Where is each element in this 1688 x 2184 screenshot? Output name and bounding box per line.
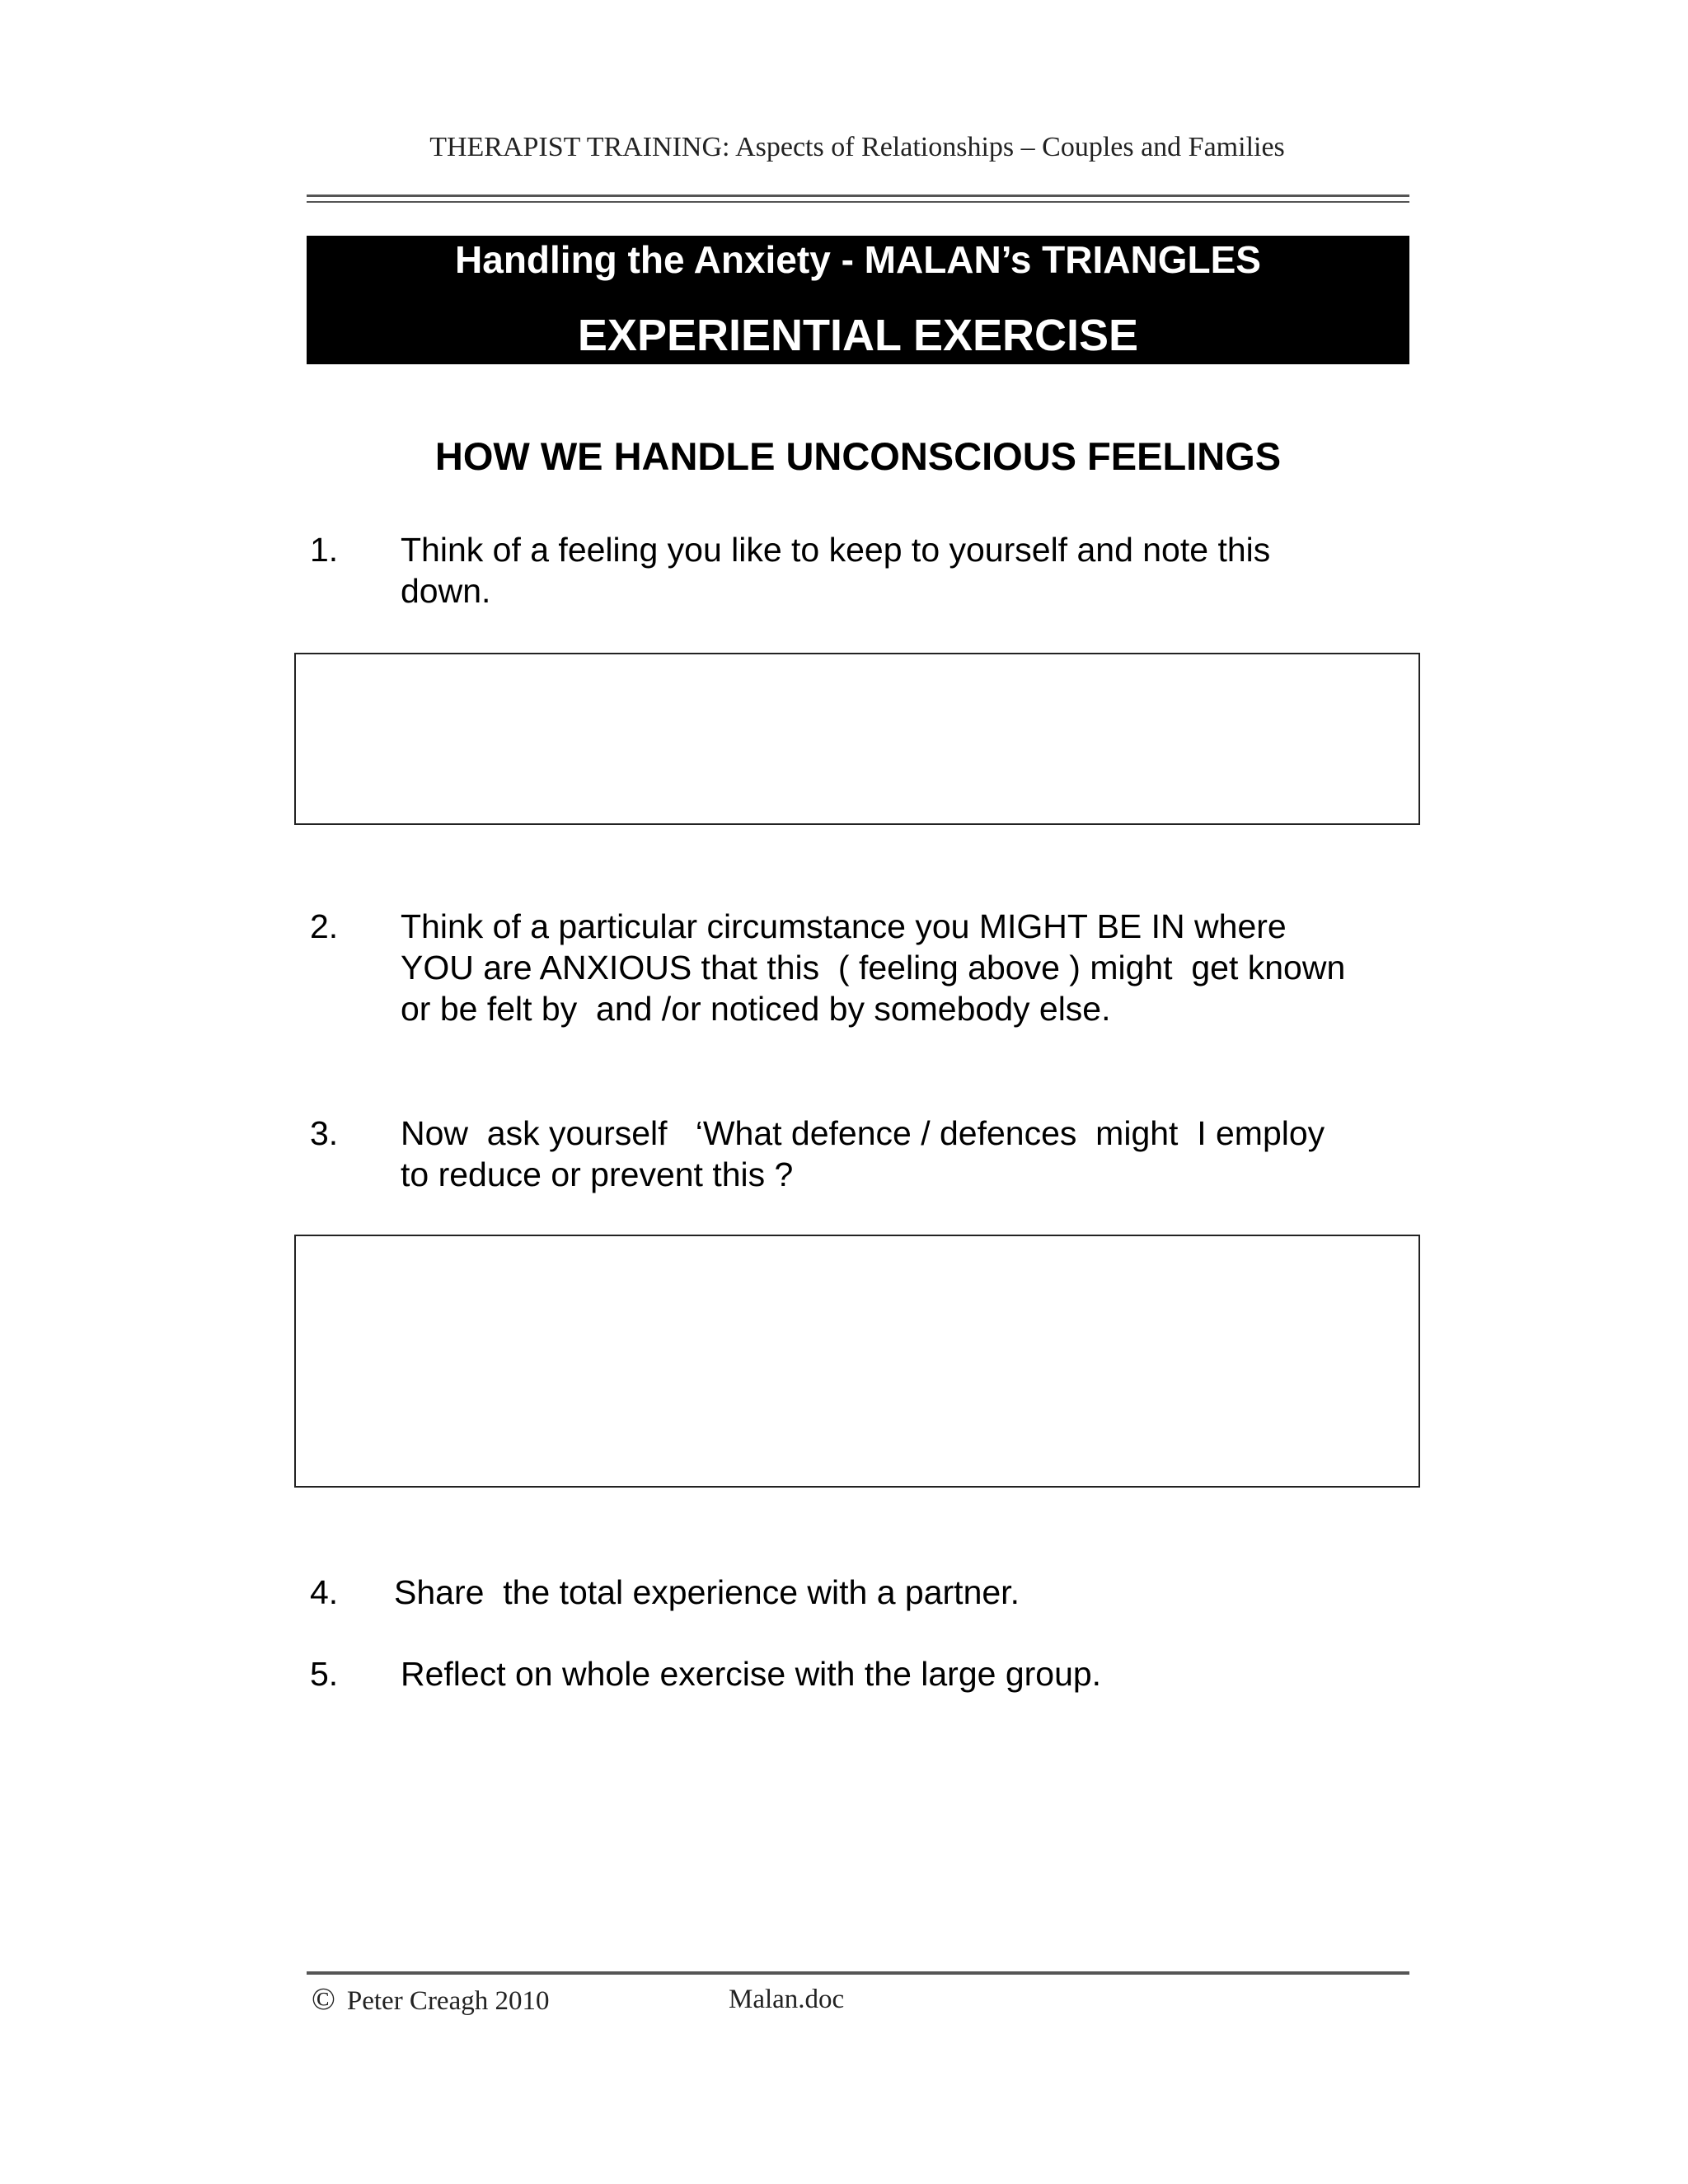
item-text: Reflect on whole exercise with the large group.: [401, 1655, 1102, 1693]
item-text: Think of a particular circumstance you MIGHT BE IN where YOU are ANXIOUS that this ( feeling above ) might get known or be felt by and /or noticed by somebody else.: [401, 907, 1346, 1028]
list-item-5: [310, 1653, 1414, 1699]
footer-rule: [307, 1971, 1409, 1975]
answer-box-defences[interactable]: [294, 1235, 1420, 1488]
footer-filename: Malan.doc: [729, 1985, 845, 2014]
list-item-4: [310, 1572, 1414, 1617]
copyright-text: Peter Creagh 2010: [346, 1986, 550, 2016]
item-text: Think of a feeling you like to keep to yourself and note this down.: [401, 531, 1271, 610]
header-rule: [307, 194, 1409, 197]
section-title: HOW WE HANDLE UNCONSCIOUS FEELINGS: [434, 434, 1282, 478]
list-item-1: [310, 529, 1414, 620]
item-number: 5.: [310, 1655, 339, 1693]
item-number: 3.: [310, 1114, 339, 1152]
item-number: 4.: [310, 1573, 339, 1611]
document-header: THERAPIST TRAINING: Aspects of Relationships – Couples and Families: [429, 132, 1285, 162]
answer-box-feeling[interactable]: [294, 653, 1420, 825]
banner-subtitle: EXPERIENTIAL EXERCISE: [577, 311, 1139, 360]
item-text: Share the total experience with a partner.: [394, 1573, 1020, 1611]
item-number: 1.: [310, 531, 339, 569]
list-item-3: [310, 1113, 1414, 1203]
item-text: Now ask yourself ‘What defence / defences might I employ to reduce or prevent this ?: [401, 1114, 1325, 1193]
item-number: 2.: [310, 907, 339, 945]
banner-title: Handling the Anxiety - MALAN’s TRIANGLES: [455, 238, 1261, 281]
list-item-2: [310, 906, 1414, 1038]
title-banner: [307, 236, 1409, 364]
copyright-icon: ©: [312, 1982, 335, 2017]
footer-copyright: [312, 1981, 549, 2019]
header-rule-secondary: [307, 201, 1409, 203]
